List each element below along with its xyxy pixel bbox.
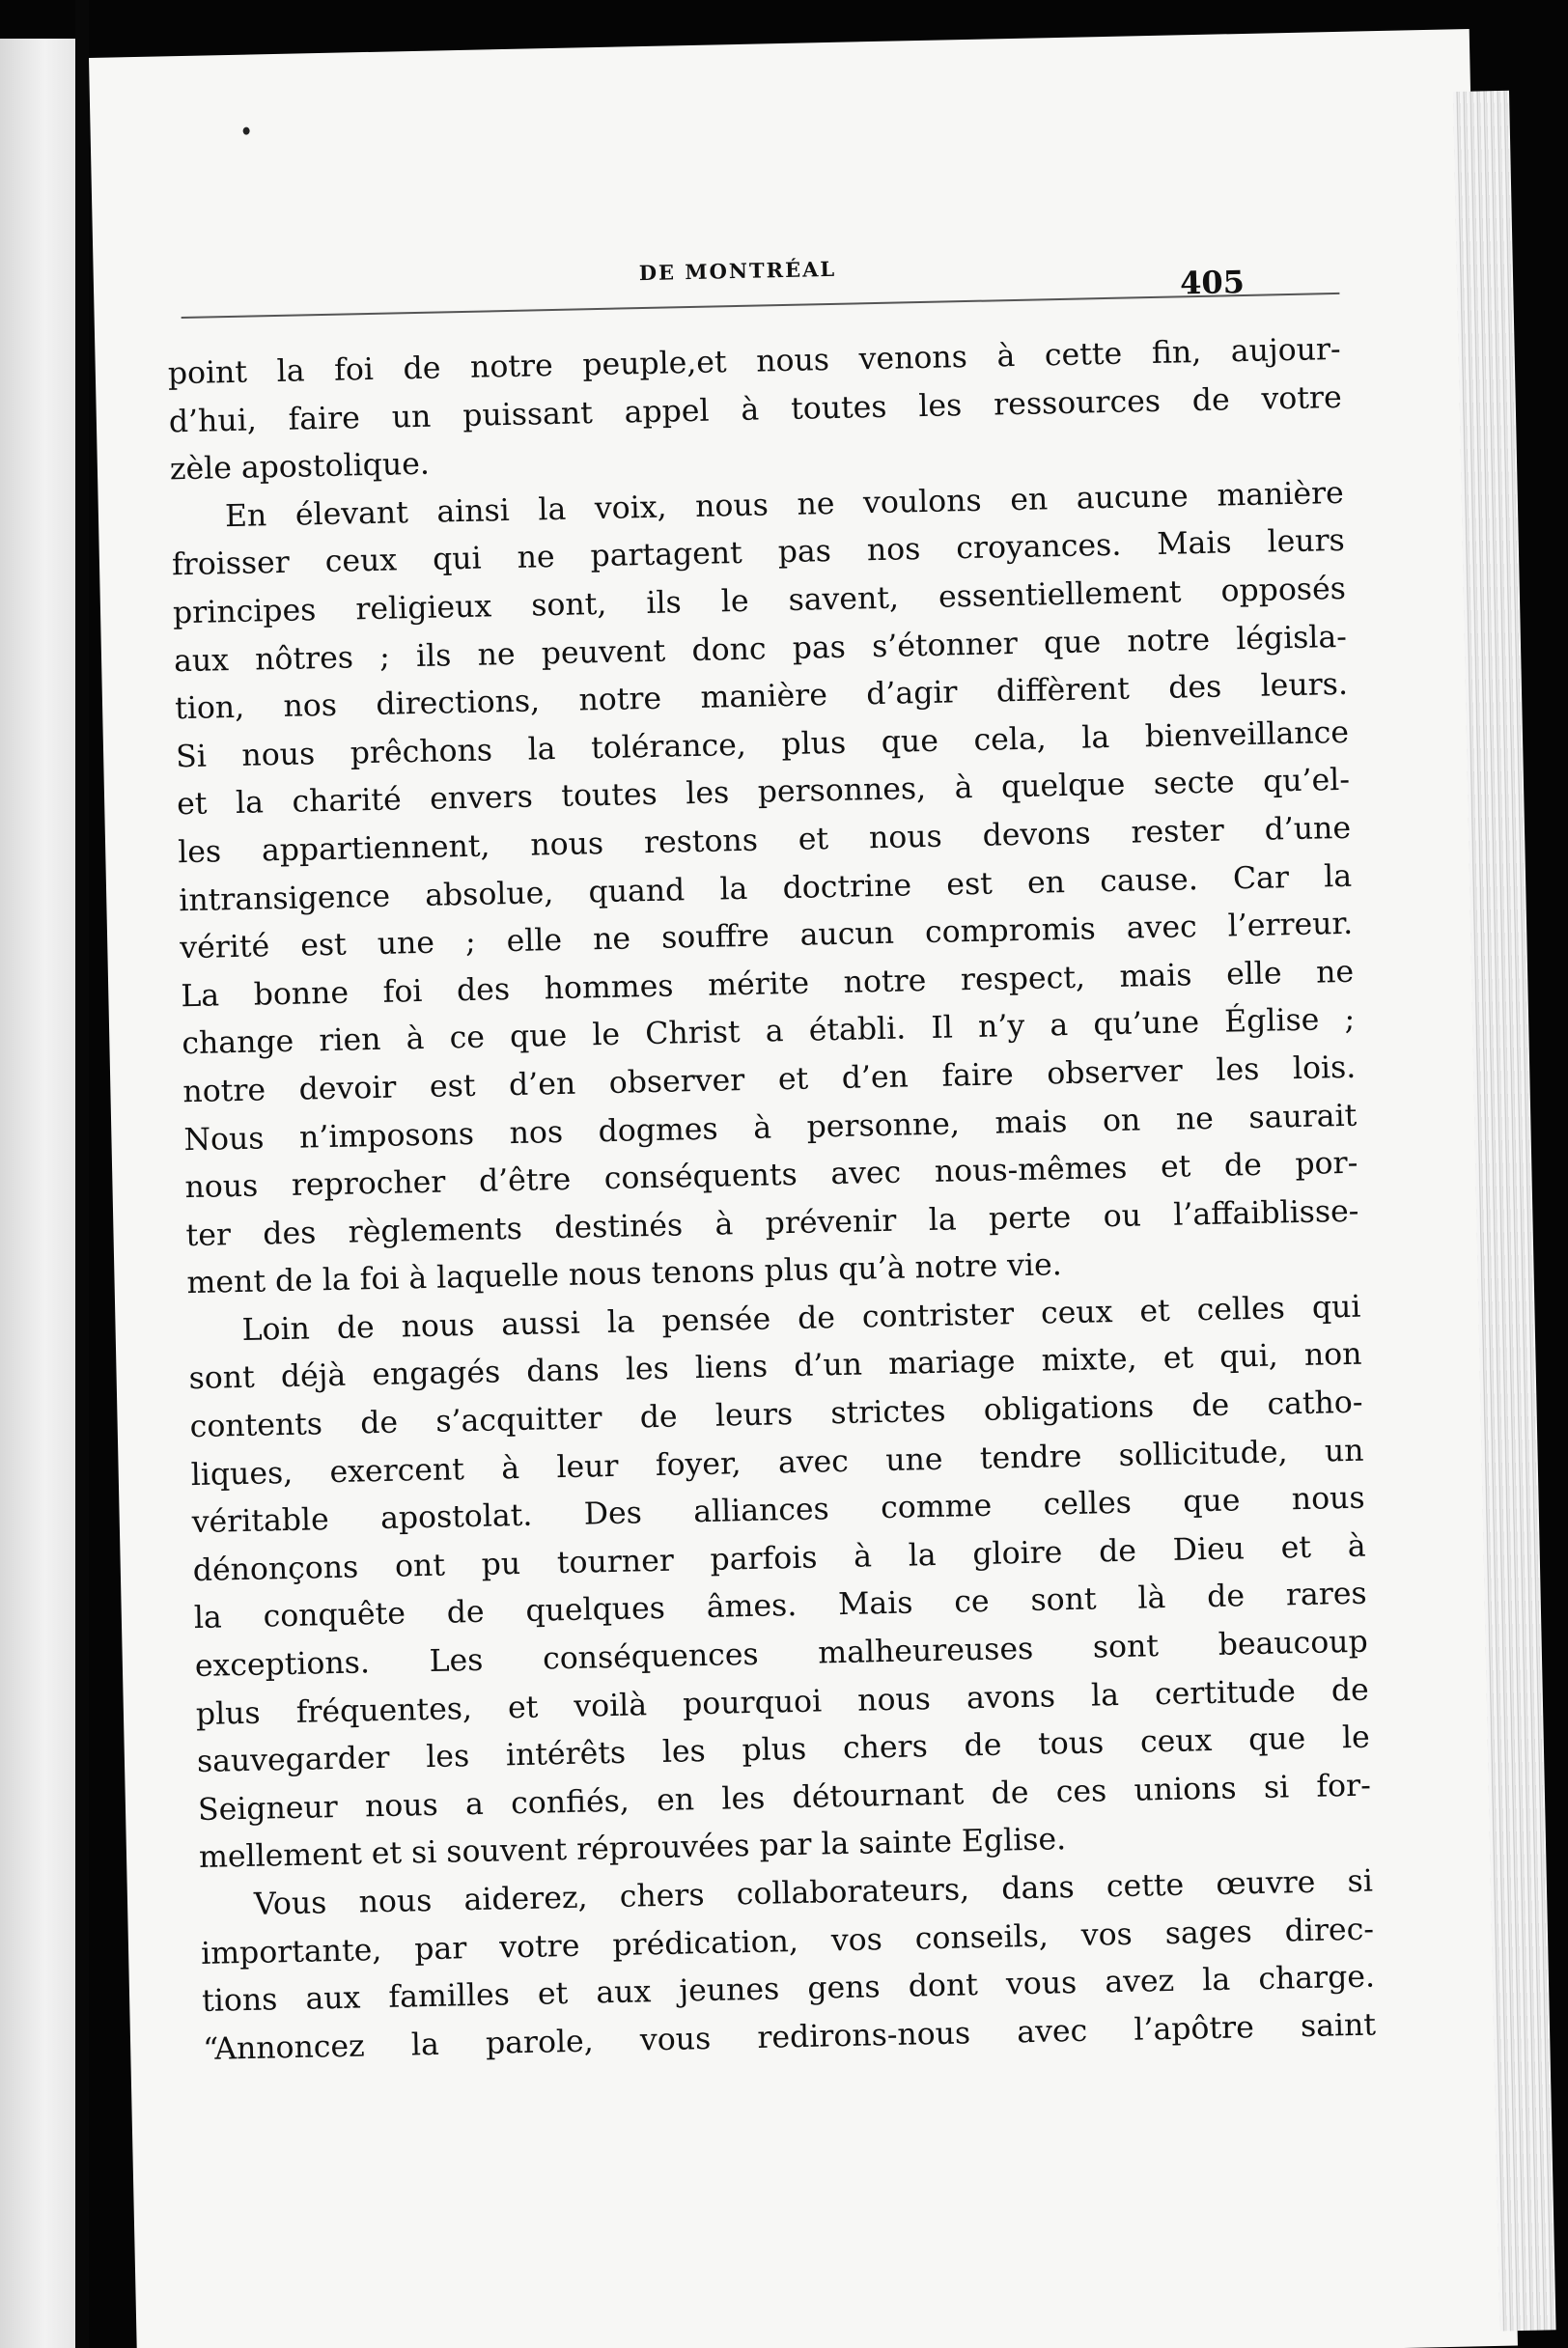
text-line: véritable apostolat. Des alliances comme celles que nous bbox=[191, 1480, 1365, 1541]
text-line: froisser ceux qui ne partagent pas nos croyances. Mais leurs bbox=[171, 523, 1346, 583]
page-number: 405 bbox=[1179, 263, 1246, 302]
text-line: Loin de nous aussi la pensée de contrister ceux et celles qui bbox=[241, 1289, 1361, 1348]
text-line: zèle apostolique. bbox=[169, 446, 431, 488]
text-line: principes religieux sont, ils le savent, essentiellement opposés bbox=[172, 571, 1347, 631]
text-line: sauvegarder les intérêts les plus chers de tous ceux que le bbox=[196, 1719, 1371, 1780]
text-line: tion, nos directions, notre manière d’agir diffèrent des leurs. bbox=[174, 666, 1349, 727]
book-gutter bbox=[75, 0, 89, 2348]
text-line: et la charité envers toutes les personnes, à quelque secte qu’el- bbox=[176, 763, 1351, 823]
body-text bbox=[167, 326, 1376, 2074]
text-line: liques, exercent à leur foyer, avec une tendre sollicitude, un bbox=[190, 1433, 1364, 1493]
text-line: d’hui, faire un puissant appel à toutes les ressources de votre bbox=[168, 379, 1343, 439]
text-line: point la foi de notre peuple,et nous venons à cette fin, aujour- bbox=[167, 331, 1341, 392]
text-line: nous reprocher d’être conséquents avec nous-mêmes et de por- bbox=[184, 1145, 1358, 1206]
text-line: La bonne foi des hommes mérite notre respect, mais elle ne bbox=[180, 954, 1355, 1014]
running-head bbox=[94, 243, 1475, 330]
text-line: Vous nous aiderez, chers collaborateurs, dans cette œuvre si bbox=[253, 1863, 1374, 1922]
facing-page-edge bbox=[0, 39, 75, 2348]
text-line: dénonçons ont pu tourner parfois à la gloire de Dieu et à bbox=[192, 1528, 1366, 1588]
text-line: mellement et si souvent réprouvées par la sainte Eglise. bbox=[198, 1822, 1067, 1876]
text-line: les appartiennent, nous restons et nous devons rester d’une bbox=[177, 810, 1352, 871]
text-line: aux nôtres ; ils ne peuvent donc pas s’étonner que notre législa- bbox=[173, 619, 1348, 679]
text-line: Si nous prêchons la tolérance, plus que cela, la bienveillance bbox=[175, 714, 1350, 775]
text-line: En élevant ainsi la voix, nous ne voulons en aucune manière bbox=[224, 475, 1345, 534]
text-line: importante, par votre prédication, vos conseils, vos sages direc- bbox=[200, 1912, 1375, 1971]
text-line: vérité est une ; elle ne souffre aucun compromis avec l’erreur. bbox=[179, 906, 1354, 966]
text-line: ter des règlements destinés à prévenir la perte ou l’affaiblisse- bbox=[185, 1193, 1359, 1253]
book-page bbox=[89, 29, 1518, 2348]
text-line: Seigneur nous a confiés, en les détournant de ces unions si for- bbox=[197, 1768, 1372, 1828]
text-line: contents de s’acquitter de leurs strictes obligations de catho- bbox=[189, 1384, 1363, 1445]
text-line: exceptions. Les conséquences malheureuses sont beaucoup bbox=[194, 1624, 1369, 1685]
running-head-title: DE MONTRÉAL bbox=[638, 256, 837, 286]
text-line: plus fréquentes, et voilà pourquoi nous avons la certitude de bbox=[195, 1672, 1370, 1732]
text-line: sont déjà engagés dans les liens d’un mariage mixte, et qui, non bbox=[188, 1337, 1362, 1397]
text-line: la conquête de quelques âmes. Mais ce sont là de rares bbox=[193, 1577, 1367, 1636]
text-line: “Annoncez la parole, vous redirons-nous avec l’apôtre saint bbox=[202, 2007, 1377, 2067]
text-line: notre devoir est d’en observer et d’en faire observer les lois. bbox=[182, 1049, 1357, 1110]
text-line: change rien à ce que le Christ a établi. Il n’y a qu’une Église ; bbox=[182, 1002, 1356, 1062]
text-line: ment de la foi à laquelle nous tenons plus qu’à notre vie. bbox=[186, 1247, 1063, 1301]
text-line: tions aux familles et aux jeunes gens dont vous avez la charge. bbox=[201, 1959, 1376, 2020]
text-line: Nous n’imposons nos dogmes à personne, mais on ne saurait bbox=[183, 1098, 1358, 1158]
ink-speck bbox=[243, 127, 250, 135]
text-line: intransigence absolue, quand la doctrine est en cause. Car la bbox=[178, 858, 1353, 918]
